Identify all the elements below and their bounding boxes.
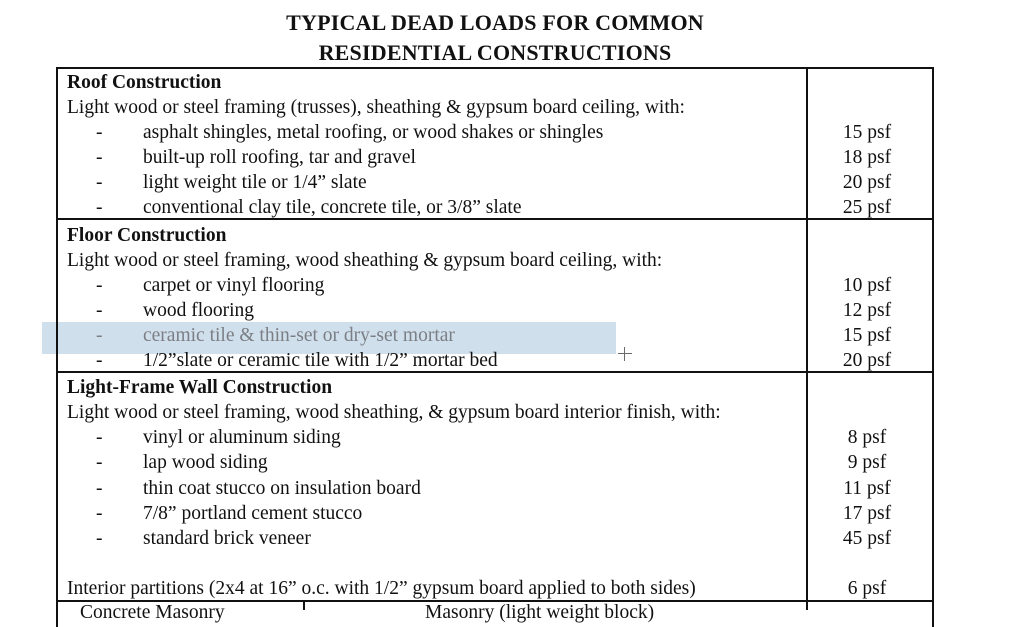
list-item: carpet or vinyl flooring — [143, 275, 325, 296]
cutoff-header-left: Concrete Masonry — [80, 602, 225, 623]
load-value: 9 psf — [847, 452, 887, 473]
list-bullet: - — [96, 300, 103, 321]
list-item: asphalt shingles, metal roofing, or wood shakes or shingles — [143, 122, 604, 143]
list-bullet: - — [96, 275, 103, 296]
load-value: 10 psf — [842, 275, 892, 296]
list-bullet: - — [96, 427, 103, 448]
list-item: built-up roll roofing, tar and gravel — [143, 147, 416, 168]
list-bullet: - — [96, 147, 103, 168]
list-bullet: - — [96, 503, 103, 524]
load-value: 45 psf — [842, 528, 892, 549]
section-heading-roof: Roof Construction — [67, 72, 222, 93]
column-divider — [806, 67, 808, 610]
column-divider — [303, 600, 305, 610]
section-heading-wall: Light-Frame Wall Construction — [67, 377, 333, 398]
load-value: 20 psf — [842, 350, 892, 371]
list-item: lap wood siding — [143, 452, 268, 473]
crosshair-cursor-icon — [618, 347, 632, 361]
load-value: 11 psf — [843, 478, 891, 499]
load-value: 25 psf — [842, 197, 892, 218]
list-bullet: - — [96, 350, 103, 371]
section-heading-floor: Floor Construction — [67, 225, 227, 246]
section-intro-floor: Light wood or steel framing, wood sheathing & gypsum board ceiling, with: — [67, 250, 663, 271]
list-item: 7/8” portland cement stucco — [143, 503, 363, 524]
interior-partitions-row: Interior partitions (2x4 at 16” o.c. with 1/2” gypsum board applied to both sides) — [67, 578, 696, 599]
list-bullet: - — [96, 325, 103, 346]
load-value: 15 psf — [842, 325, 892, 346]
list-item: conventional clay tile, concrete tile, or 3/8” slate — [143, 197, 522, 218]
load-value: 6 psf — [847, 578, 887, 599]
list-bullet: - — [96, 478, 103, 499]
list-item: light weight tile or 1/4” slate — [143, 172, 367, 193]
list-bullet: - — [96, 172, 103, 193]
list-bullet: - — [96, 197, 103, 218]
list-item: wood flooring — [143, 300, 255, 321]
list-item-selected: ceramic tile & thin-set or dry-set mortar — [143, 325, 455, 346]
section-intro-wall: Light wood or steel framing, wood sheathing, & gypsum board interior finish, with: — [67, 402, 721, 423]
list-bullet: - — [96, 452, 103, 473]
load-value: 12 psf — [842, 300, 892, 321]
cutoff-header-right: Masonry (light weight block) — [425, 602, 655, 623]
load-value: 20 psf — [842, 172, 892, 193]
title-line-2: RESIDENTIAL CONSTRUCTIONS — [318, 40, 672, 65]
section-intro-roof: Light wood or steel framing (trusses), sheathing & gypsum board ceiling, with: — [67, 97, 685, 118]
load-value: 17 psf — [842, 503, 892, 524]
load-value: 8 psf — [847, 427, 887, 448]
list-item: thin coat stucco on insulation board — [143, 478, 421, 499]
load-value: 18 psf — [842, 147, 892, 168]
list-item: vinyl or aluminum siding — [143, 427, 341, 448]
list-item: standard brick veneer — [143, 528, 311, 549]
document-title — [0, 8, 990, 68]
list-bullet: - — [96, 122, 103, 143]
list-bullet: - — [96, 528, 103, 549]
list-item: 1/2”slate or ceramic tile with 1/2” mortar bed — [143, 350, 498, 371]
load-value: 15 psf — [842, 122, 892, 143]
title-line-1: TYPICAL DEAD LOADS FOR COMMON — [286, 10, 704, 35]
